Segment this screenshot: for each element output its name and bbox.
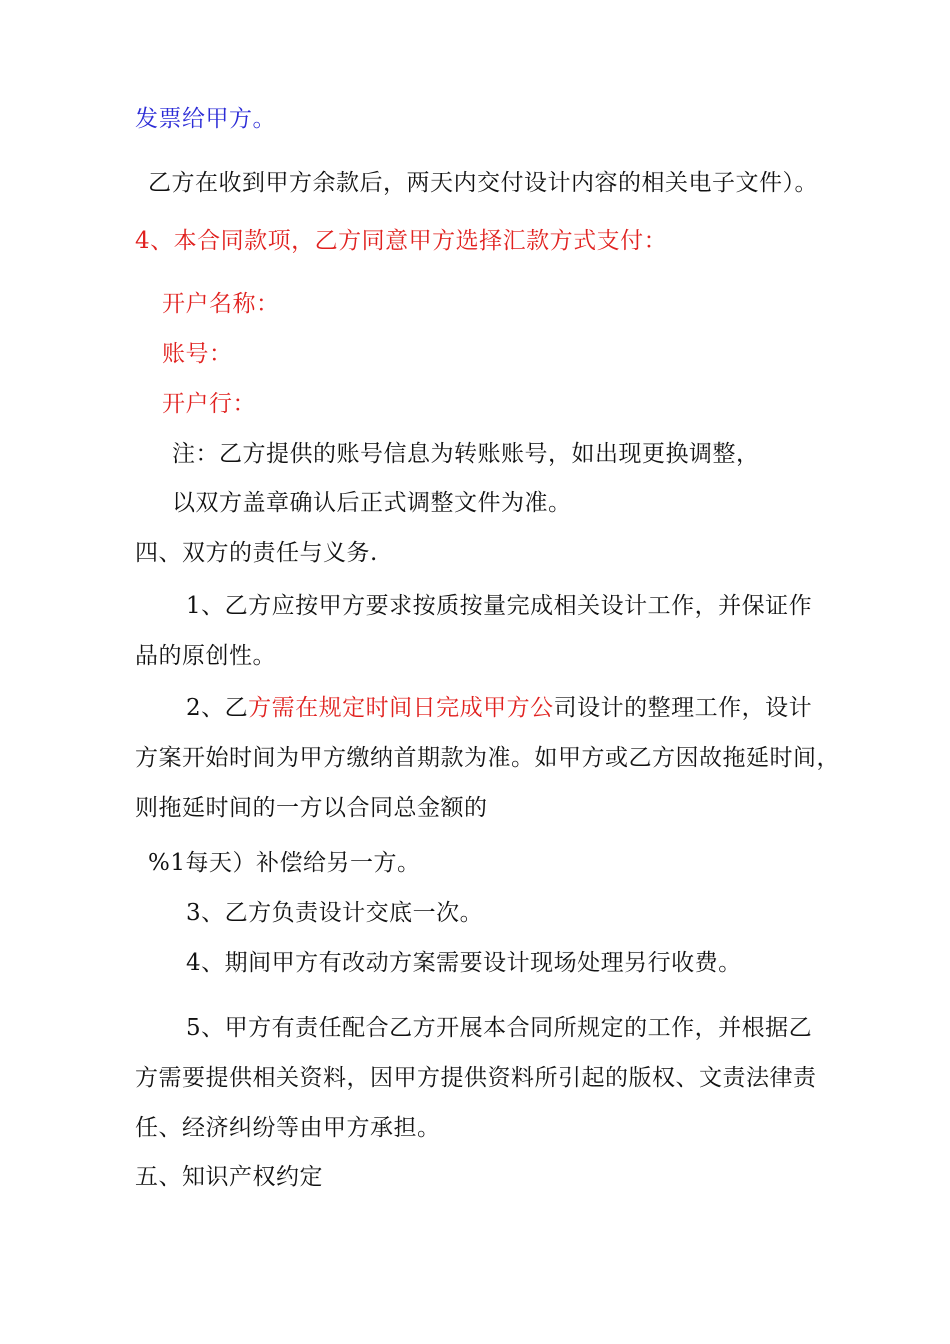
duty-1-line-1: 1、乙方应按甲方要求按质按量完成相关设计工作，并保证作: [186, 593, 813, 619]
duty-2-prefix: 2、乙: [186, 695, 249, 721]
account-name-label: 开户名称：: [162, 291, 280, 317]
duty-2-line-2: 方案开始时间为甲方缴纳首期款为准。如甲方或乙方因故拖延时间，: [135, 745, 840, 771]
account-note-line-2: 以双方盖章确认后正式调整文件为准。: [172, 490, 572, 516]
duty-5-line-2: 方需要提供相关资料，因甲方提供资料所引起的版权、文责法律责: [135, 1065, 817, 1091]
duty-2-line-1: [186, 693, 812, 723]
account-number-label: 账号：: [162, 341, 233, 367]
section-five-heading: 五、知识产权约定: [135, 1164, 323, 1190]
duty-2-line-3: 则拖延时间的一方以合同总金额的: [135, 795, 488, 821]
duty-4: 4、期间甲方有改动方案需要设计现场处理另行收费。: [186, 950, 742, 976]
account-note-line-1: 注：乙方提供的账号信息为转账账号，如出现更换调整，: [172, 441, 760, 467]
duty-1-line-2: 品的原创性。: [135, 643, 276, 669]
invoice-line: 发票给甲方。: [135, 106, 276, 132]
duty-5-line-3: 任、经济纠纷等由甲方承担。: [135, 1115, 441, 1141]
duty-2-line-4: %1每天）补偿给另一方。: [148, 850, 421, 876]
delivery-clause: 乙方在收到甲方余款后，两天内交付设计内容的相关电子文件）。: [148, 170, 818, 196]
section-four-heading: 四、双方的责任与义务.: [135, 540, 378, 566]
duty-2-highlight: 方需在规定时间日完成甲方公: [248, 695, 554, 721]
duty-3: 3、乙方负责设计交底一次。: [186, 900, 484, 926]
bank-label: 开户行：: [162, 391, 256, 417]
duty-5-line-1: 5、甲方有责任配合乙方开展本合同所规定的工作，并根据乙: [186, 1015, 813, 1041]
duty-2-suffix: 司设计的整理工作，设计: [553, 695, 813, 721]
payment-method-clause: 4、本合同款项，乙方同意甲方选择汇款方式支付：: [135, 228, 668, 254]
